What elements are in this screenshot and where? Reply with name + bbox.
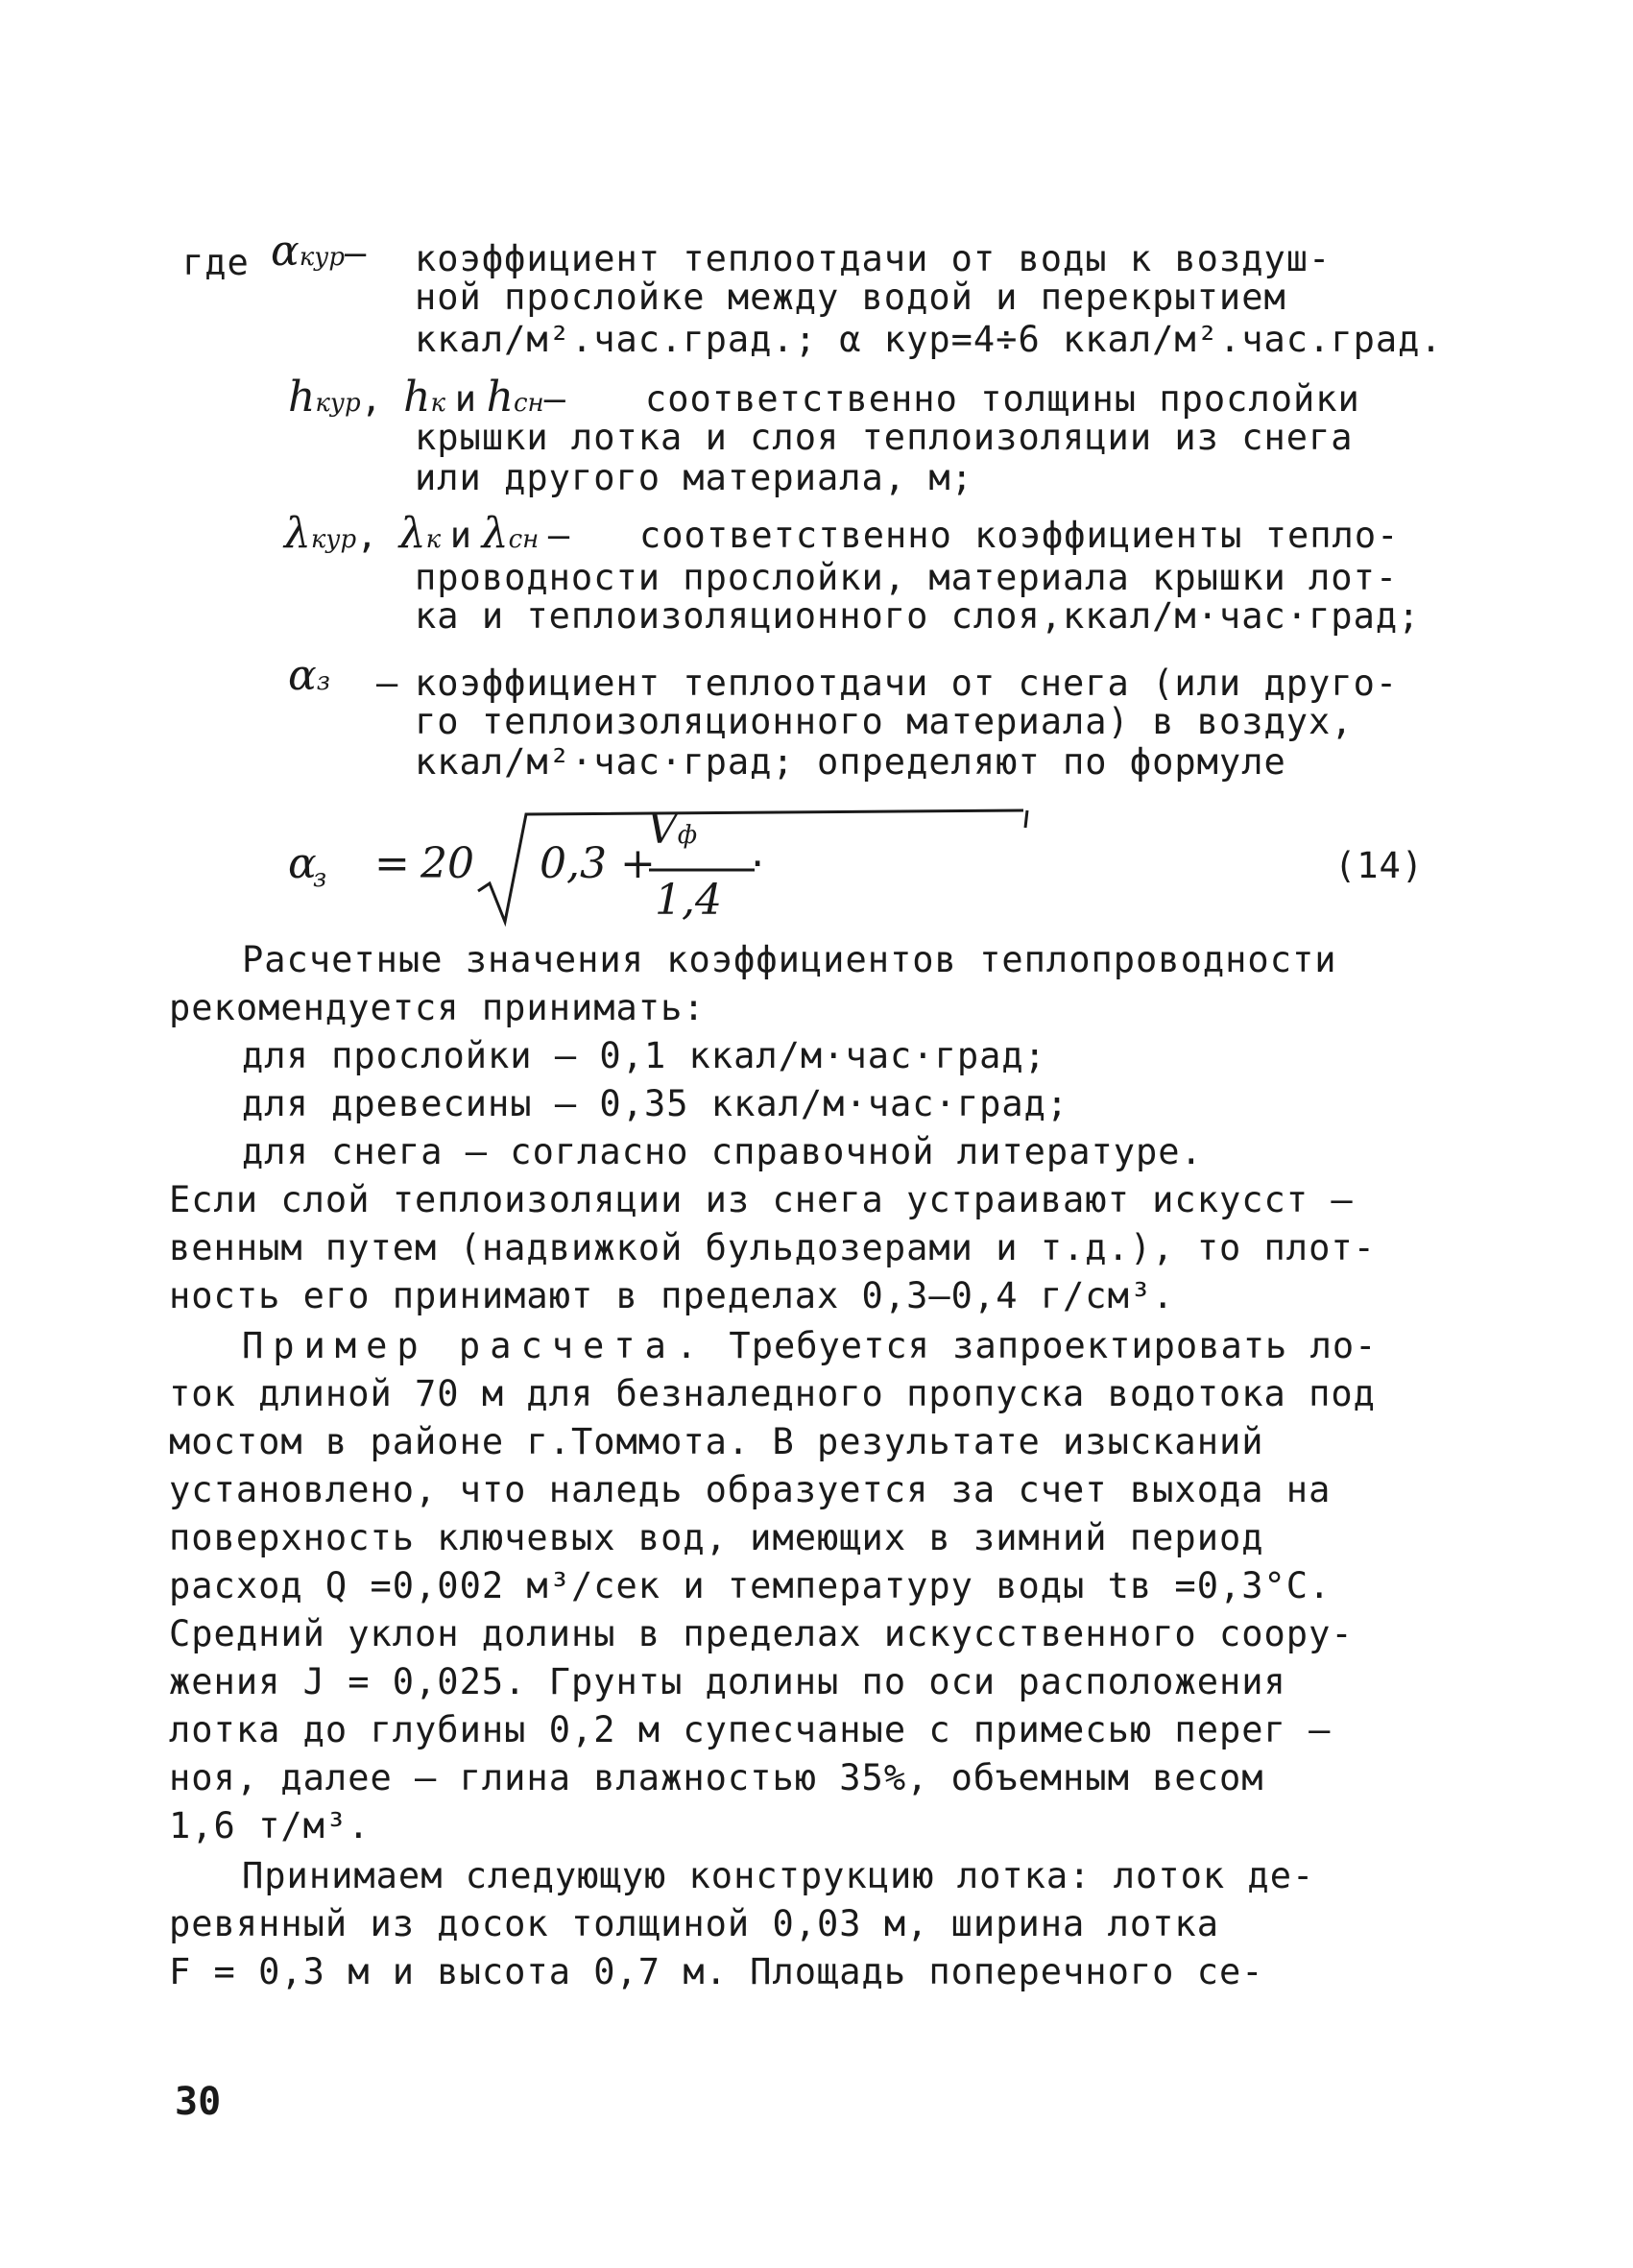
list-item-1: для прослойки – 0,1 ккал/м·час·град; <box>242 1035 1046 1076</box>
symbols-h: hкур, hк и hсн– <box>288 373 565 422</box>
p3-line-3: мостом в районе г.Томмота. В результате изысканий <box>169 1421 1264 1462</box>
formula-number: (14) <box>1334 845 1425 886</box>
alpha-3-sep: – <box>376 663 399 704</box>
formula-numerator: Vф <box>647 805 698 854</box>
example-heading: Пример расчета. <box>242 1325 708 1366</box>
formula-constant: 0,3 + <box>540 839 656 888</box>
alpha-3-line-3: ккал/м²·час·град; определяют по формуле <box>415 741 1286 783</box>
formula-denominator: 1,4 <box>655 876 722 925</box>
p3-line-6: расход Q =0,002 м³/сек и температуру воды tв =0,3°С. <box>169 1565 1332 1606</box>
p2-line-2: венным путем (надвижкой бульдозерами и т.д.), то плот- <box>169 1227 1376 1268</box>
alpha-kur-line-2: ной прослойке между водой и перекрытием <box>415 277 1286 318</box>
formula-equals: = <box>374 839 410 888</box>
symbols-lambda: λкур, λк и λсн – <box>284 509 570 558</box>
p3-line-9: лотка до глубины 0,2 м супесчаные с примесью перег – <box>169 1709 1332 1750</box>
p3-line-11: 1,6 т/м³. <box>169 1805 371 1846</box>
h-line-3: или другого материала, м; <box>415 457 973 498</box>
lambda-line-1: соответственно коэффициенты тепло- <box>639 515 1400 556</box>
lambda-line-2: проводности прослойки, материала крышки лот- <box>415 557 1399 598</box>
p3-line-8: жения J = 0,025. Грунты долины по оси расположения <box>169 1661 1286 1702</box>
h-line-2: крышки лотка и слоя теплоизоляции из снега <box>415 417 1354 458</box>
p3-line-2: ток длиной 70 м для безналедного пропуска водотока под <box>169 1373 1376 1414</box>
p3-line-7: Средний уклон долины в пределах искусственного соору- <box>169 1613 1354 1654</box>
alpha-kur-line-3: ккал/м².час.град.; α кур=4÷6 ккал/м².час.град. <box>415 319 1443 360</box>
symbol-alpha-3: αз <box>288 651 330 700</box>
p4-line-2: ревянный из досок толщиной 0,03 м, ширина лотка <box>169 1903 1219 1944</box>
lambda-line-3: ка и теплоизоляционного слоя,ккал/м·час·град; <box>415 595 1421 637</box>
symbol-alpha-kur: αкур– <box>271 227 367 276</box>
where-label: где <box>182 242 250 283</box>
p3-line-10: ноя, далее – глина влажностью 35%, объемным весом <box>169 1757 1264 1798</box>
list-item-3: для снега – согласно справочной литературе. <box>242 1131 1203 1172</box>
alpha-3-line-2: го теплоизоляционного материала) в воздух, <box>415 701 1354 742</box>
p4-line-3: F = 0,3 м и высота 0,7 м. Площадь поперечного се- <box>169 1951 1264 1992</box>
alpha-kur-line-1: коэффициент теплоотдачи от воды к воздуш- <box>415 238 1332 279</box>
p3-line-5: поверхность ключевых вод, имеющих в зимний период <box>169 1517 1264 1558</box>
list-item-2: для древесины – 0,35 ккал/м·час·град; <box>242 1083 1069 1124</box>
p1-line-2: рекомендуется принимать: <box>169 987 706 1028</box>
p2-line-3: ность его принимают в пределах 0,3–0,4 г/см³. <box>169 1275 1175 1316</box>
formula-14: α з = 20 0,3 + Vф 1,4 · (14) <box>288 807 1440 931</box>
h-line-1: соответственно толщины прослойки <box>645 378 1360 420</box>
alpha-3-line-1: коэффициент теплоотдачи от снега (или друго- <box>415 663 1399 704</box>
page-number: 30 <box>175 2080 222 2124</box>
p4-line-1: Принимаем следующую конструкцию лотка: лоток де- <box>242 1855 1315 1896</box>
p3-line-1: Пример расчета. Требуется запроектировать ло- <box>242 1325 1378 1366</box>
p2-line-1: Если слой теплоизоляции из снега устраивают искусст – <box>169 1179 1354 1220</box>
p1-line-1: Расчетные значения коэффициентов теплопроводности <box>242 939 1337 980</box>
formula-lhs: α <box>288 839 317 888</box>
formula-coef: 20 <box>420 839 474 888</box>
p3-line-4: установлено, что наледь образуется за счет выхода на <box>169 1469 1332 1510</box>
